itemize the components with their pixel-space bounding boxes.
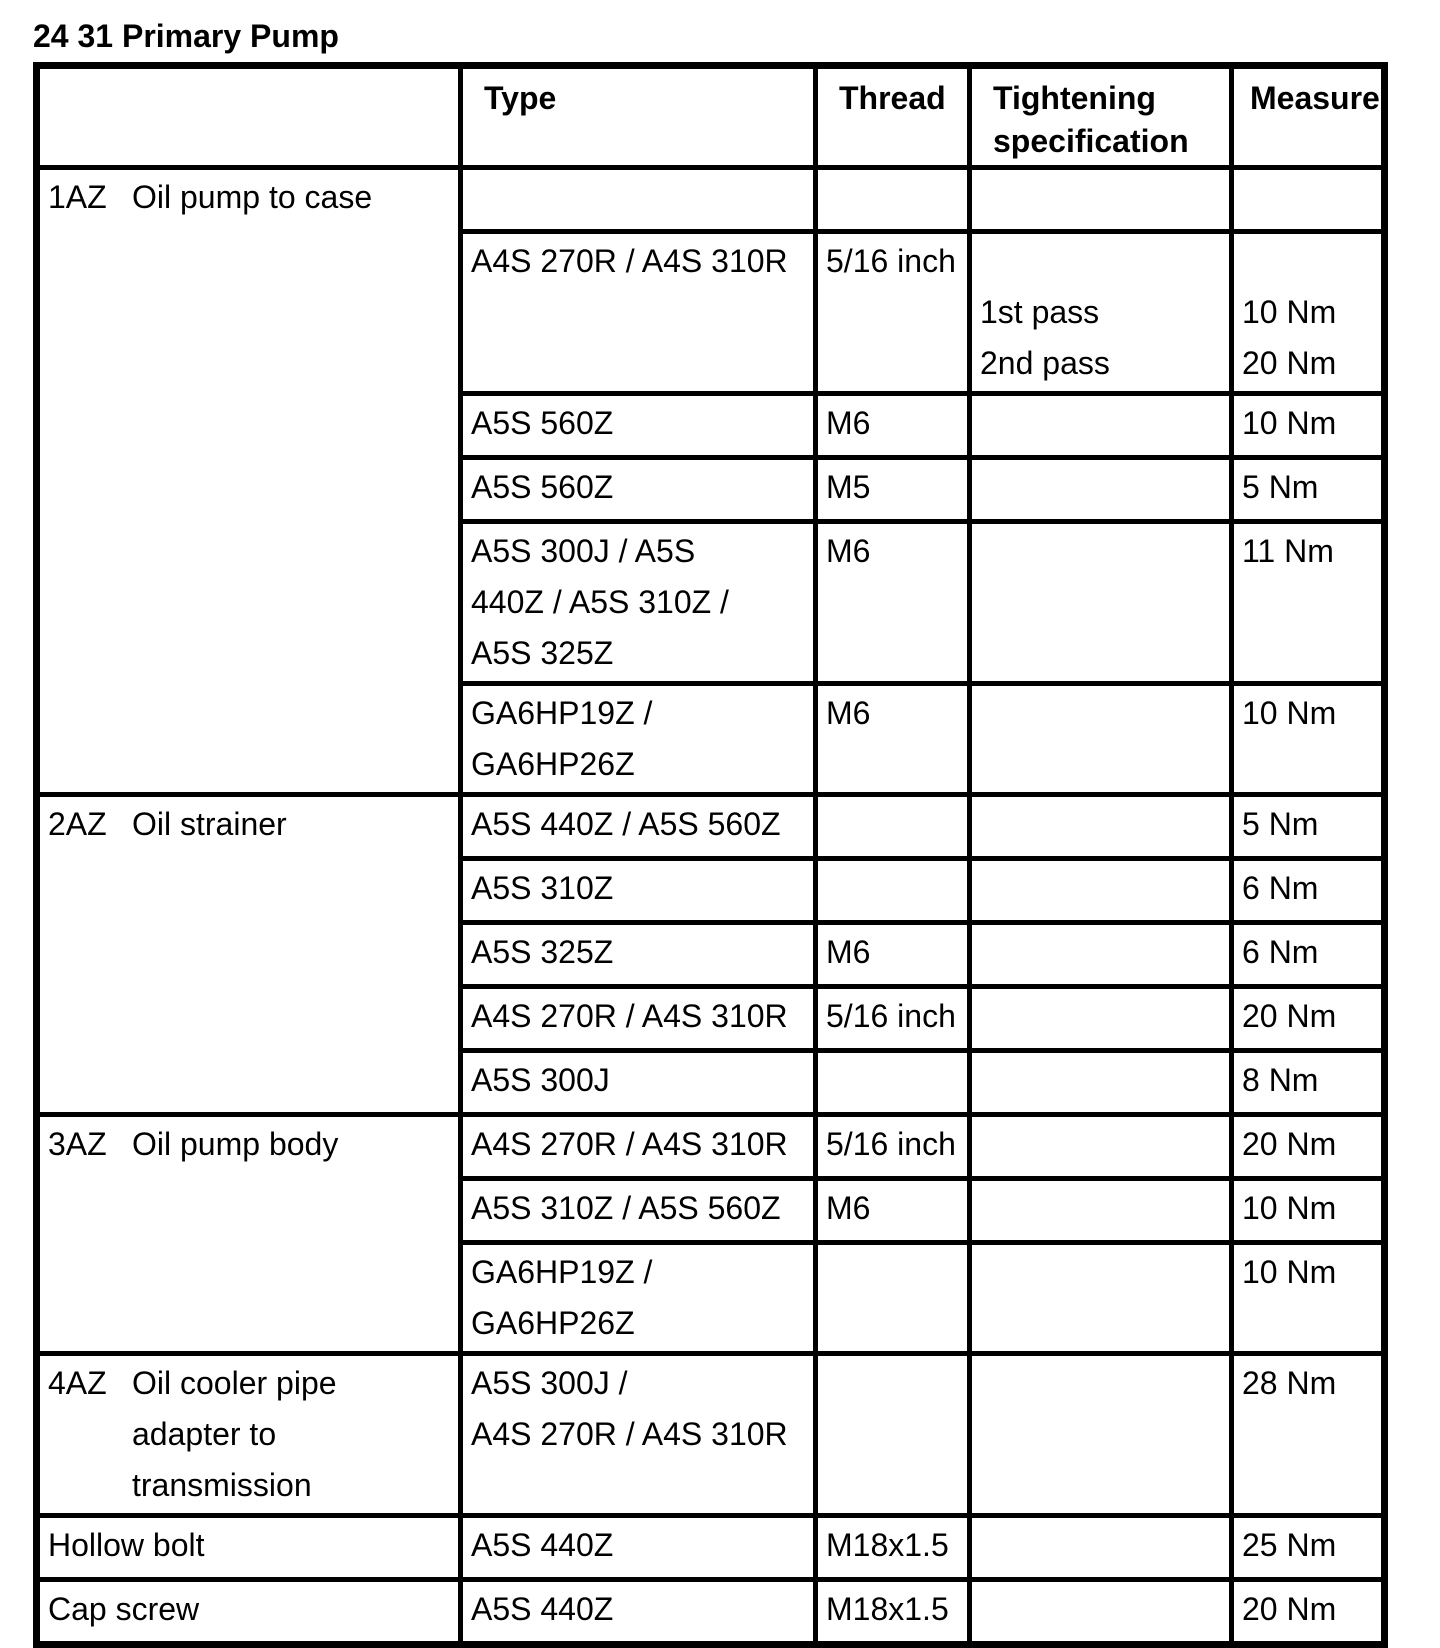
- cell-tightening: [970, 168, 1232, 232]
- cell-line: Oil pump body: [132, 1126, 339, 1162]
- header-measure: Measure: [1232, 66, 1385, 168]
- cell-tightening: [970, 1354, 1232, 1516]
- cell-line: 10 Nm: [1242, 1190, 1337, 1226]
- cell-line: 25 Nm: [1242, 1527, 1337, 1563]
- cell-measure: [1232, 394, 1385, 458]
- cell-tightening: [970, 1051, 1232, 1115]
- cell-thread: M18x1.5: [816, 1580, 970, 1645]
- cell-thread: M6: [816, 684, 970, 795]
- cell-line: A5S 325Z: [471, 934, 614, 970]
- cell-line: A5S 560Z: [471, 405, 614, 441]
- cell-line: Oil cooler pipe: [132, 1365, 337, 1401]
- cell-line: 10 Nm: [1242, 294, 1337, 330]
- cell-tightening: [970, 232, 1232, 394]
- cell-line: A4S 270R / A4S 310R: [471, 1416, 788, 1452]
- cell-line: GA6HP19Z /: [471, 1254, 653, 1290]
- cell-measure: [1232, 795, 1385, 859]
- cell-line: 2nd pass: [980, 345, 1110, 381]
- cell-type: [461, 1051, 816, 1115]
- cell-item-label: [37, 1115, 461, 1354]
- cell-type: [461, 1516, 816, 1580]
- cell-measure: [1232, 923, 1385, 987]
- header-item: [37, 66, 461, 168]
- cell-measure: [1232, 522, 1385, 684]
- cell-line: 11 Nm: [1242, 533, 1334, 569]
- cell-item-label: [37, 1516, 461, 1580]
- cell-line: A5S 440Z: [471, 1527, 614, 1563]
- cell-type: [461, 522, 816, 684]
- cell-tightening: [970, 1243, 1232, 1354]
- cell-line: [980, 236, 1225, 287]
- table-row: [37, 168, 1385, 232]
- cell-thread: [816, 1354, 970, 1516]
- cell-measure: [1232, 1580, 1385, 1645]
- cell-line: A4S 270R / A4S 310R: [471, 243, 788, 279]
- cell-line: 1st pass: [980, 294, 1100, 330]
- cell-thread: [816, 859, 970, 923]
- cell-line: 20 Nm: [1242, 1591, 1337, 1627]
- item-name: [132, 1358, 454, 1511]
- cell-line: 10 Nm: [1242, 405, 1337, 441]
- cell-tightening: [970, 394, 1232, 458]
- cell-type: [461, 859, 816, 923]
- cell-measure: [1232, 1115, 1385, 1179]
- cell-line: 5 Nm: [1242, 806, 1319, 842]
- header-type: Type: [461, 66, 816, 168]
- cell-line: 6 Nm: [1242, 870, 1319, 906]
- cell-tightening: [970, 1516, 1232, 1580]
- cell-type: [461, 987, 816, 1051]
- cell-type: [461, 795, 816, 859]
- cell-tightening: [970, 522, 1232, 684]
- cell-line: GA6HP26Z: [471, 1305, 635, 1341]
- cell-line: 8 Nm: [1242, 1062, 1319, 1098]
- cell-measure: [1232, 458, 1385, 522]
- cell-tightening: [970, 458, 1232, 522]
- header-row: [37, 66, 1385, 168]
- table-row: [37, 1354, 1385, 1516]
- cell-thread: [816, 795, 970, 859]
- cell-item-label: [37, 168, 461, 795]
- torque-spec-table: [33, 62, 1388, 1648]
- cell-item-label: [37, 1354, 461, 1516]
- cell-type: [461, 1243, 816, 1354]
- cell-line: A5S 440Z / A5S 560Z: [471, 806, 781, 842]
- item-code: 4AZ: [48, 1365, 107, 1401]
- cell-measure: [1232, 1516, 1385, 1580]
- item-code: 3AZ: [48, 1126, 107, 1162]
- cell-line: 10 Nm: [1242, 695, 1337, 731]
- cell-line: Oil strainer: [132, 806, 287, 842]
- cell-line: Cap screw: [48, 1591, 200, 1627]
- cell-type: [461, 232, 816, 394]
- cell-thread: 5/16 inch: [816, 232, 970, 394]
- cell-tightening: [970, 795, 1232, 859]
- cell-type: [461, 1115, 816, 1179]
- cell-line: 20 Nm: [1242, 998, 1337, 1034]
- cell-line: A5S 440Z: [471, 1591, 614, 1627]
- header-tightening-specification: [970, 66, 1232, 168]
- cell-line: A5S 325Z: [471, 635, 614, 671]
- cell-tightening: [970, 859, 1232, 923]
- table-row: [37, 1580, 1385, 1645]
- cell-thread: [816, 168, 970, 232]
- cell-line: A5S 300J: [471, 1062, 610, 1098]
- header-tightening-line: specification: [993, 123, 1189, 159]
- cell-measure: [1232, 859, 1385, 923]
- item-name: [132, 799, 454, 850]
- cell-line: Hollow bolt: [48, 1527, 205, 1563]
- cell-thread: M6: [816, 923, 970, 987]
- cell-item-label: [37, 795, 461, 1115]
- table-row: [37, 1115, 1385, 1179]
- cell-measure: [1232, 1051, 1385, 1115]
- cell-line: A5S 560Z: [471, 469, 614, 505]
- cell-tightening: [970, 923, 1232, 987]
- cell-line: 20 Nm: [1242, 1126, 1337, 1162]
- cell-line: 10 Nm: [1242, 1254, 1337, 1290]
- cell-line: transmission: [132, 1467, 312, 1503]
- cell-type: [461, 458, 816, 522]
- cell-type: [461, 1580, 816, 1645]
- cell-line: GA6HP19Z /: [471, 695, 653, 731]
- item-code: 1AZ: [48, 179, 107, 215]
- cell-line: A4S 270R / A4S 310R: [471, 998, 788, 1034]
- cell-type: [461, 1179, 816, 1243]
- cell-thread: 5/16 inch: [816, 1115, 970, 1179]
- cell-line: adapter to: [132, 1416, 277, 1452]
- cell-thread: [816, 1243, 970, 1354]
- cell-type: [461, 168, 816, 232]
- cell-tightening: [970, 1580, 1232, 1645]
- cell-line: 440Z / A5S 310Z /: [471, 584, 729, 620]
- cell-thread: M6: [816, 1179, 970, 1243]
- cell-line: GA6HP26Z: [471, 746, 635, 782]
- cell-thread: M6: [816, 522, 970, 684]
- cell-tightening: [970, 1179, 1232, 1243]
- cell-measure: [1232, 987, 1385, 1051]
- cell-tightening: [970, 1115, 1232, 1179]
- cell-thread: M6: [816, 394, 970, 458]
- cell-line: Oil pump to case: [132, 179, 373, 215]
- cell-measure: [1232, 684, 1385, 795]
- cell-thread: M18x1.5: [816, 1516, 970, 1580]
- cell-line: A5S 300J / A5S: [471, 533, 696, 569]
- cell-measure: [1232, 232, 1385, 394]
- cell-type: [461, 1354, 816, 1516]
- cell-thread: [816, 1051, 970, 1115]
- cell-thread: M5: [816, 458, 970, 522]
- header-thread: Thread: [816, 66, 970, 168]
- cell-line: 5 Nm: [1242, 469, 1319, 505]
- cell-item-label: [37, 1580, 461, 1645]
- cell-line: [1242, 236, 1377, 287]
- cell-thread: 5/16 inch: [816, 987, 970, 1051]
- cell-type: [461, 394, 816, 458]
- page-title: 24 31 Primary Pump: [33, 18, 339, 54]
- item-name: [132, 172, 454, 223]
- cell-measure: [1232, 1243, 1385, 1354]
- table-row: [37, 795, 1385, 859]
- cell-measure: [1232, 168, 1385, 232]
- cell-tightening: [970, 987, 1232, 1051]
- cell-line: A5S 310Z / A5S 560Z: [471, 1190, 781, 1226]
- cell-line: A4S 270R / A4S 310R: [471, 1126, 788, 1162]
- cell-tightening: [970, 684, 1232, 795]
- cell-line: A5S 300J /: [471, 1365, 628, 1401]
- cell-line: 28 Nm: [1242, 1365, 1337, 1401]
- cell-type: [461, 684, 816, 795]
- table-row: [37, 1516, 1385, 1580]
- header-tightening-line: Tightening: [993, 80, 1156, 116]
- cell-measure: [1232, 1179, 1385, 1243]
- cell-line: 6 Nm: [1242, 934, 1319, 970]
- cell-measure: [1232, 1354, 1385, 1516]
- cell-line: 20 Nm: [1242, 345, 1337, 381]
- item-name: [132, 1119, 454, 1170]
- item-code: 2AZ: [48, 806, 107, 842]
- cell-line: A5S 310Z: [471, 870, 614, 906]
- cell-type: [461, 923, 816, 987]
